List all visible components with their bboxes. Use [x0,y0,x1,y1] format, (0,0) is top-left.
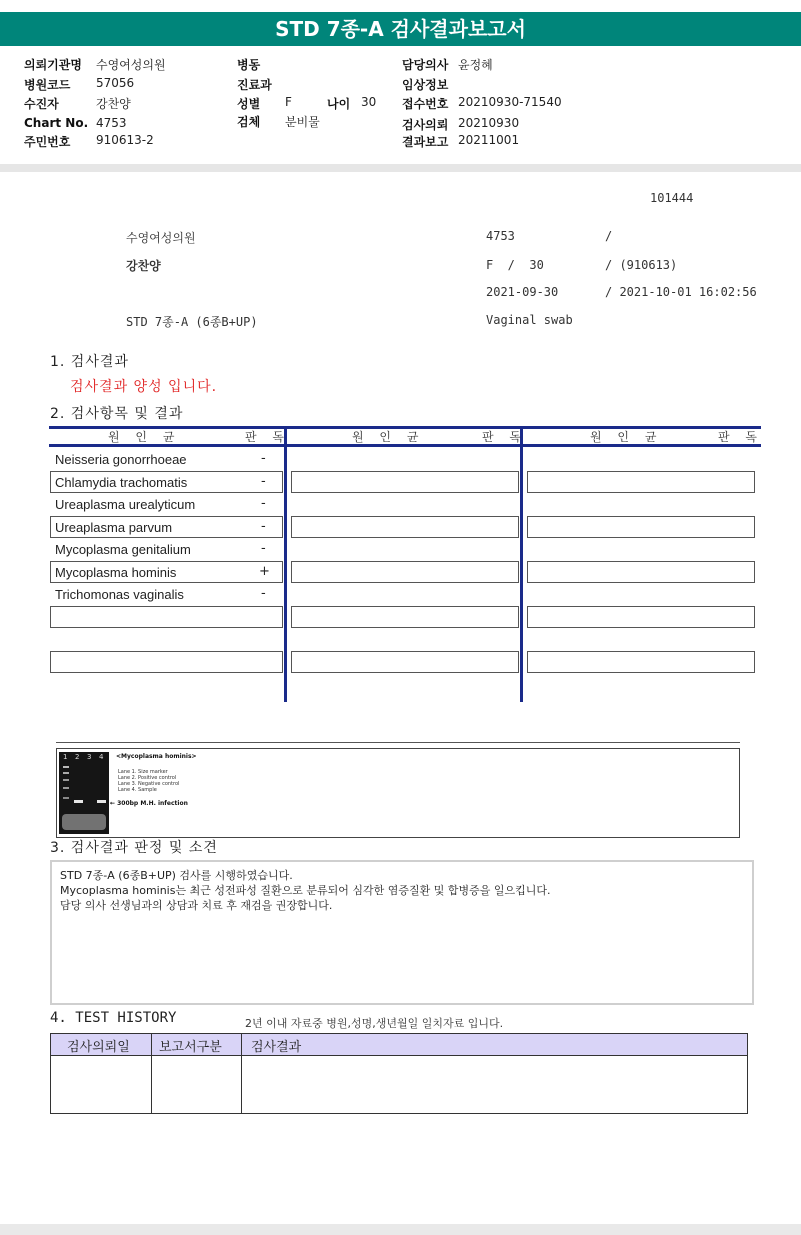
institution-value: 수영여성의원 [96,58,166,72]
organism-name-positive: Mycoplasma hominis [55,565,177,580]
specimen-value: 분비물 [285,115,320,129]
history-header-result: 검사결과 [251,1040,302,1055]
sex-value: F [285,95,292,109]
row-box [527,606,755,628]
organism-name: Mycoplasma genitalium [55,542,191,557]
age-value: 30 [361,95,377,109]
result-summary: 검사결과 양성 입니다. [70,379,218,395]
report-code: 101444 [650,191,694,205]
primer-glow [62,814,106,830]
report-date-value: 20211001 [458,133,520,147]
department-label: 진료과 [237,78,272,92]
sex-label: 성별 [237,97,261,111]
positive-control-band [74,800,83,803]
row-box [291,471,519,493]
info-patient: 강찬양 [126,259,161,273]
row-box [527,471,755,493]
row-box [527,561,755,583]
divider-strip [0,164,801,172]
section-1-heading: 1. 검사결과 [50,354,129,370]
gel-title: <Mycoplasma hominis> [116,753,197,760]
receipt-no-value: 20210930-71540 [458,95,562,109]
organism-result: - [261,496,266,511]
row-box [291,561,519,583]
ward-label: 병동 [237,58,261,72]
header-block [0,46,801,165]
hospital-code-label: 병원코드 [24,78,71,92]
organism-result: - [261,474,266,489]
gel-lane-4: 4 [99,753,104,761]
gel-legend-3: Lane 3. Negative control [118,781,180,787]
organism-name: Neisseria gonorrhoeae [55,452,187,467]
request-date-label: 검사의뢰 [402,118,449,132]
col-header-judge-1: 판 독 [245,430,290,444]
gel-arrow-label: ← 300bp M.H. infection [110,800,188,807]
institution-label: 의뢰기관명 [24,58,82,72]
row-box [291,606,519,628]
history-header-row [51,1034,747,1056]
row-box [527,516,755,538]
gel-legend-2: Lane 2. Positive control [118,775,177,781]
row-box [291,516,519,538]
history-table [50,1033,748,1114]
gel-lane-3: 3 [87,753,92,761]
sample-band [97,800,106,803]
marker-band [63,797,69,799]
marker-band [63,772,69,774]
info-slash: / [605,229,613,243]
info-sex-age: F / 30 [486,258,544,272]
organism-result: - [261,541,266,556]
marker-band [63,766,69,768]
resident-no-label: 주민번호 [24,135,71,149]
opinion-line: STD 7종-A (6종B+UP) 검사를 시행하였습니다. [60,869,293,882]
table-col-divider-1 [284,426,287,702]
info-sample: Vaginal swab [486,313,573,327]
info-clinic: 수영여성의원 [126,231,196,245]
gel-image [59,752,109,834]
clinical-info-label: 임상정보 [402,78,449,92]
age-label: 나이 [327,97,351,111]
row-box [527,651,755,673]
gel-top-rule [56,742,740,743]
footer-strip [0,1224,801,1235]
history-header-date: 검사의뢰일 [67,1040,130,1055]
gel-lane-1: 1 [63,753,73,761]
section-2-heading: 2. 검사항목 및 결과 [50,406,184,422]
organism-result: - [261,519,266,534]
gel-legend-1: Lane 1. Size marker [118,769,168,775]
info-chart: 4753 [486,229,515,243]
history-header-type: 보고서구분 [159,1040,222,1055]
opinion-line: 담당 의사 선생님과의 상담과 치료 후 재검을 권장합니다. [60,899,333,912]
gel-legend-4: Lane 4. Sample [118,787,157,793]
organism-name: Ureaplasma urealyticum [55,497,196,512]
section-4-heading: 4. TEST HISTORY [50,1010,177,1026]
table-col-divider-2 [520,426,523,702]
info-date-request: 2021-09-30 [486,285,559,299]
organism-result: - [261,586,266,601]
resident-no-value: 910613-2 [96,133,154,147]
info-date-report: / 2021-10-01 16:02:56 [605,285,757,299]
organism-result: - [261,451,266,466]
report-title: STD 7종-A 검사결과보고서 [0,12,801,46]
receipt-no-label: 접수번호 [402,97,449,111]
organism-result-positive: + [259,564,270,579]
col-header-organism-1: 원 인 균 [108,430,181,444]
chart-no-value: 4753 [96,116,127,130]
report-date-label: 결과보고 [402,135,449,149]
marker-band [63,779,69,781]
col-header-organism-3: 원 인 균 [590,430,663,444]
marker-band [63,787,69,789]
opinion-box [50,860,754,1005]
history-col-divider [151,1034,152,1113]
opinion-line: Mycoplasma hominis는 최근 성전파성 질환으로 분류되어 심각한 염증질환 및 합병증을 일으킵니다. [60,884,551,897]
col-header-judge-3: 판 독 [718,430,763,444]
specimen-label: 검체 [237,115,261,129]
col-header-organism-2: 원 인 균 [352,430,425,444]
request-date-value: 20210930 [458,116,520,130]
hospital-code-value: 57056 [96,76,135,90]
gel-lane-2: 2 [75,753,80,761]
gel-panel [56,748,740,838]
history-note: 2년 이내 자료중 병원,성명,생년월일 일치자료 입니다. [245,1017,504,1030]
row-box [50,606,283,628]
info-birth: / (910613) [605,258,678,272]
doctor-label: 담당의사 [402,58,449,72]
history-col-divider [241,1034,242,1113]
info-test-name: STD 7종-A (6종B+UP) [126,315,258,329]
chart-no-label: Chart No. [24,116,89,130]
row-box [50,651,283,673]
organism-name: Trichomonas vaginalis [55,587,184,602]
section-3-heading: 3. 검사결과 판정 및 소견 [50,840,218,856]
organism-name: Ureaplasma parvum [55,520,173,535]
patient-label: 수진자 [24,97,59,111]
row-box [291,651,519,673]
organism-name: Chlamydia trachomatis [55,475,188,490]
patient-value: 강찬양 [96,97,131,111]
doctor-value: 윤정혜 [458,58,493,72]
col-header-judge-2: 판 독 [482,430,527,444]
